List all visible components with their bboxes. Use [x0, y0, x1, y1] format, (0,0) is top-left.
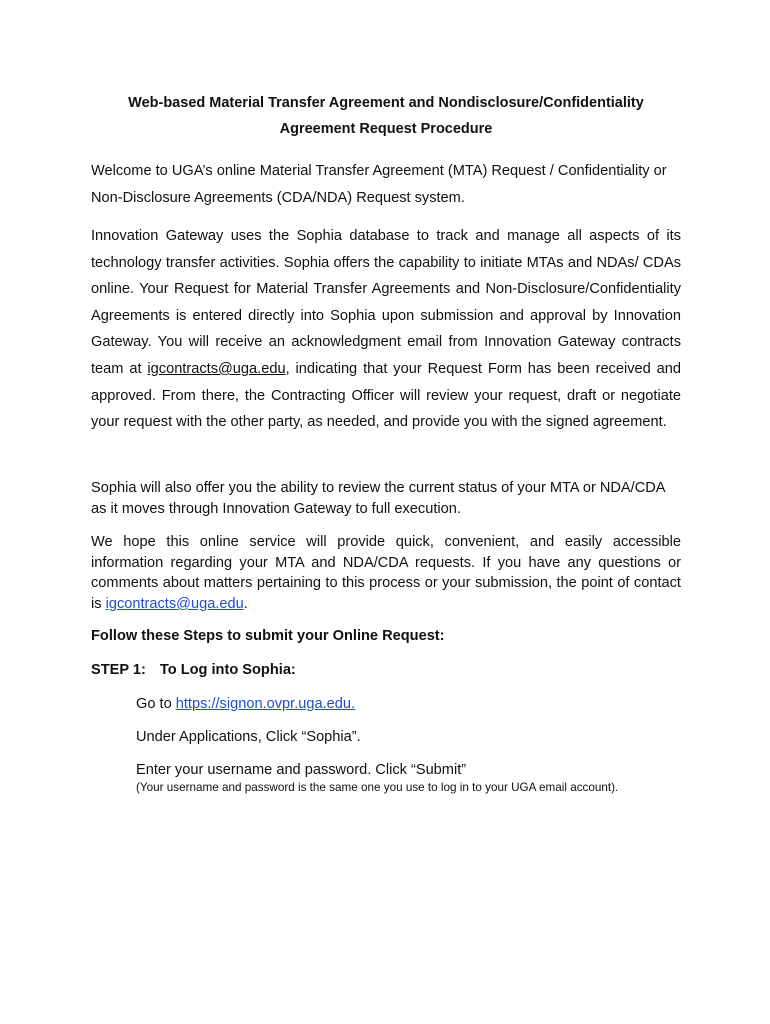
gateway-text-before-email: Innovation Gateway uses the Sophia database to track and manage all aspects of its technology transfer activities. Sophia offers the capability to initiate MTAs and NDAs/ CDAs online. Your Request for Material Transfer Agreements and Non-Disclosure/Confidentiality Agreements is entered directly into Sophia upon submission and approval by Innovation Gateway. You will receive an acknowledgment email from Innovation Gateway contracts team at [91, 228, 681, 377]
steps-heading: Follow these Steps to submit your Online Request: [91, 628, 445, 644]
gateway-paragraph [91, 223, 681, 436]
goto-prefix: Go to [136, 696, 176, 712]
contact-text-before-email: We hope this online service will provide quick, convenient, and easily accessible information regarding your MTA and NDA/CDA requests. If you have any questions or comments about matters pertaining to this process or your submission, the point of contact is [91, 534, 681, 612]
signon-link[interactable]: https://signon.ovpr.uga.edu. [175, 696, 356, 712]
step-1-title: To Log into Sophia: [159, 662, 296, 678]
credentials-note: (Your username and password is the same one you use to log in to your UGA email account). [136, 781, 619, 794]
credentials-instruction: Enter your username and password. Click “Submit” [136, 762, 467, 778]
applications-instruction: Under Applications, Click “Sophia”. [136, 729, 361, 745]
intro-paragraph: Welcome to UGA’s online Material Transfer Agreement (MTA) Request / Confidentiality or Non-Disclosure Agreements (CDA/NDA) Request system. [91, 163, 667, 206]
gateway-text-after-email: , indicating that your Request Form has been received and approved. From there, the Contracting Officer will review your request, draft or negotiate your request with the other party, as needed, and provide you with the signed agreement. [91, 360, 681, 431]
document-title-line-1: Web-based Material Transfer Agreement and Nondisclosure/Confidentiality [128, 95, 644, 111]
goto-instruction [136, 696, 355, 712]
contact-paragraph [91, 532, 681, 614]
step-1-label: STEP 1: [91, 662, 146, 678]
contact-email-link[interactable]: igcontracts@uga.edu [105, 595, 244, 612]
document-title-line-2: Agreement Request Procedure [279, 121, 493, 137]
step-1-heading [91, 662, 296, 678]
status-paragraph: Sophia will also offer you the ability to review the current status of your MTA or NDA/CDA as it moves through Innovation Gateway to full execution. [91, 480, 665, 517]
gateway-email-link[interactable]: igcontracts@uga.edu [147, 360, 286, 377]
contact-text-after-email: . [243, 595, 248, 612]
